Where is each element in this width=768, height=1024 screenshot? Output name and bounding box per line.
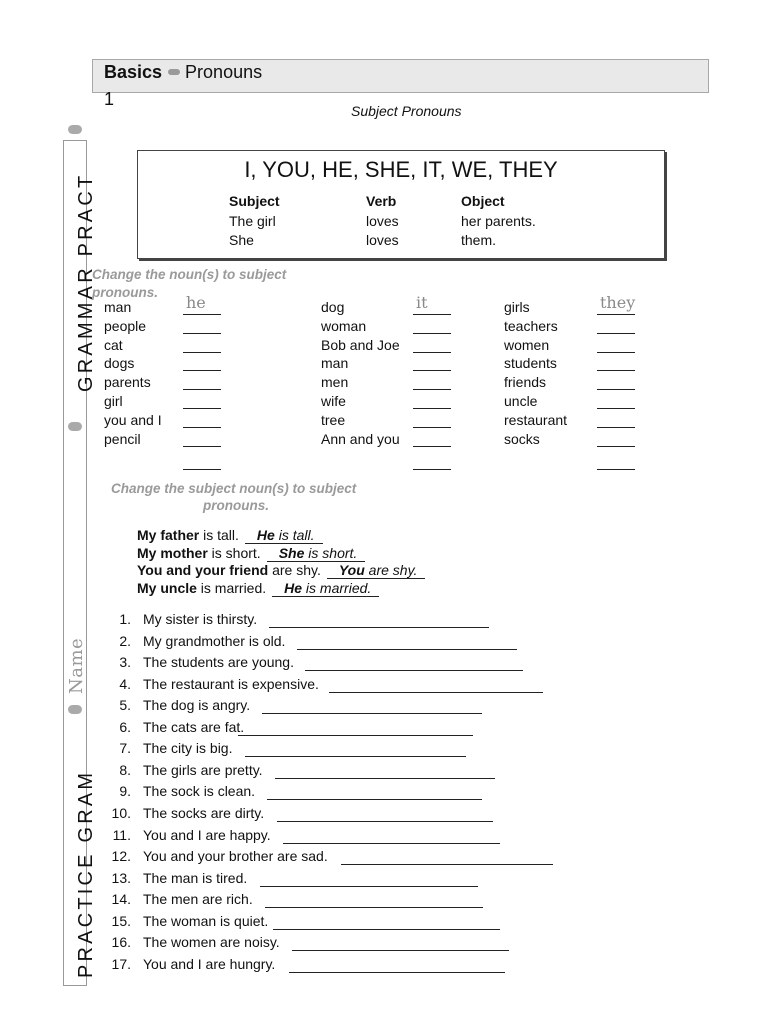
example-subject: My uncle <box>137 579 197 596</box>
word-2: men <box>321 374 349 391</box>
answer-line[interactable] <box>262 713 482 714</box>
answer-blank[interactable] <box>183 389 221 390</box>
answer-line[interactable] <box>265 907 483 908</box>
item-sentence: The men are rich. <box>143 891 253 908</box>
item-sentence: The cats are fat. <box>143 718 245 735</box>
example-answer-rest: is married. <box>302 579 372 596</box>
answer-blank[interactable] <box>597 370 635 371</box>
answer-blank[interactable] <box>183 352 221 353</box>
example-answer <box>267 545 366 562</box>
word-3: socks <box>504 430 540 447</box>
example-answer-rest: is short. <box>304 544 358 561</box>
item-number: 17. <box>111 955 131 972</box>
item-sentence: The city is big. <box>143 740 233 757</box>
instruction-1-line2: pronouns. <box>92 285 158 300</box>
word-2: Ann and you <box>321 430 400 447</box>
answer-line[interactable] <box>292 950 509 951</box>
item-sentence: The restaurant is expensive. <box>143 675 319 692</box>
answer-blank[interactable] <box>597 469 635 470</box>
word-2: dog <box>321 299 345 315</box>
item-number: 12. <box>111 848 131 865</box>
word-3: uncle <box>504 393 538 409</box>
word-1: pencil <box>104 430 141 447</box>
table-cell: The girl <box>229 213 276 229</box>
item-sentence: The women are noisy. <box>143 934 280 951</box>
answer-blank[interactable] <box>413 469 451 470</box>
example-rest: are shy. <box>268 562 321 578</box>
answer-line[interactable] <box>341 864 553 865</box>
item-number: 2. <box>119 632 131 649</box>
item-number: 16. <box>111 934 131 951</box>
answer-blank[interactable] <box>597 427 635 428</box>
item-number: 1. <box>119 611 131 627</box>
example-answer <box>327 562 426 579</box>
item-number: 6. <box>119 718 131 735</box>
instruction-2-line1: Change the subject noun(s) to subject <box>111 481 357 496</box>
item-number: 15. <box>111 912 131 929</box>
item-sentence: The students are young. <box>143 654 294 671</box>
sample-answer: he <box>186 293 206 312</box>
answer-blank[interactable] <box>183 408 221 409</box>
item-number: 10. <box>111 804 131 821</box>
answer-line[interactable] <box>329 692 543 693</box>
example-answer-pronoun: He <box>256 527 275 543</box>
answer-line[interactable] <box>289 972 505 973</box>
page-title <box>104 62 262 83</box>
answer-line[interactable] <box>245 756 466 757</box>
answer-blank[interactable] <box>413 333 451 334</box>
answer-line[interactable] <box>297 649 517 650</box>
table-cell: loves <box>366 213 399 229</box>
word-3: students <box>504 355 557 372</box>
word-3: restaurant <box>504 411 568 428</box>
word-1: girl <box>104 393 123 409</box>
answer-blank[interactable] <box>183 446 221 447</box>
answer-blank[interactable] <box>183 427 221 428</box>
word-2: wife <box>321 393 346 409</box>
item-number: 5. <box>119 697 131 714</box>
example-answer-pronoun: You <box>338 562 365 578</box>
word-3: girls <box>504 299 530 315</box>
answer-blank[interactable] <box>597 314 635 315</box>
header-topic: Pronouns <box>185 62 263 82</box>
header-object: Object <box>461 193 505 209</box>
example-subject: My father <box>137 527 200 543</box>
example-subject: You and your friend <box>137 562 269 578</box>
sample-answer: they <box>600 293 636 312</box>
word-1: dogs <box>104 355 135 372</box>
answer-line[interactable] <box>273 929 500 930</box>
header-subject: Subject <box>229 193 280 209</box>
word-1: cat <box>104 336 123 353</box>
answer-blank[interactable] <box>597 408 635 409</box>
answer-line[interactable] <box>260 886 478 887</box>
answer-blank[interactable] <box>183 469 221 470</box>
example-rest: is short. <box>207 544 261 561</box>
table-cell: her parents. <box>461 213 536 229</box>
example-answer-pronoun: He <box>284 579 303 596</box>
example-subject: My mother <box>137 544 208 561</box>
answer-blank[interactable] <box>597 446 635 447</box>
word-3: women <box>504 336 550 353</box>
page-subtitle: Subject Pronouns <box>351 103 462 119</box>
item-sentence: The socks are dirty. <box>143 804 265 821</box>
answer-blank[interactable] <box>183 333 221 334</box>
item-number: 4. <box>119 675 131 692</box>
pronoun-list-title: I, YOU, HE, SHE, IT, WE, THEY <box>244 157 558 182</box>
example-line <box>137 527 323 544</box>
answer-blank[interactable] <box>413 427 451 428</box>
answer-blank[interactable] <box>413 389 451 390</box>
item-number: 7. <box>119 740 131 757</box>
side-dot-icon <box>68 125 82 134</box>
answer-blank[interactable] <box>413 314 451 315</box>
sample-answer: it <box>416 293 428 312</box>
lesson-number: 1 <box>104 89 115 109</box>
answer-blank[interactable] <box>183 314 221 315</box>
item-sentence: The dog is angry. <box>143 697 251 714</box>
table-cell: them. <box>461 232 497 248</box>
answer-line[interactable] <box>267 799 482 800</box>
bullet-icon <box>168 69 180 75</box>
table-cell: loves <box>366 232 399 248</box>
answer-blank[interactable] <box>413 370 451 371</box>
example-rest: is married. <box>196 579 267 596</box>
item-sentence: My grandmother is old. <box>143 632 286 649</box>
example-answer-rest: are shy. <box>364 562 418 578</box>
answer-line[interactable] <box>275 778 495 779</box>
instruction-2-line2: pronouns. <box>203 498 269 513</box>
example-answer-pronoun: She <box>278 544 305 561</box>
item-sentence: The woman is quiet. <box>143 912 269 929</box>
word-2: man <box>321 355 349 372</box>
word-1: man <box>104 299 132 315</box>
word-1: people <box>104 317 147 334</box>
item-sentence: You and I are hungry. <box>143 955 276 972</box>
name-label: Name <box>66 637 87 694</box>
answer-line[interactable] <box>269 627 489 628</box>
answer-line[interactable] <box>305 670 523 671</box>
word-2: tree <box>321 411 346 428</box>
answer-blank[interactable] <box>597 352 635 353</box>
answer-blank[interactable] <box>413 352 451 353</box>
answer-blank[interactable] <box>597 389 635 390</box>
example-answer <box>245 527 323 544</box>
item-sentence: You and your brother are sad. <box>143 848 328 865</box>
instruction-1-line1: Change the noun(s) to subject <box>92 267 287 282</box>
header-verb: Verb <box>366 193 397 209</box>
side-dot-icon <box>68 422 82 431</box>
word-2: Bob and Joe <box>321 336 400 353</box>
item-sentence: The sock is clean. <box>143 783 256 800</box>
answer-blank[interactable] <box>597 333 635 334</box>
side-dot-icon <box>68 705 82 714</box>
item-sentence: You and I are happy. <box>143 826 271 843</box>
item-sentence: The girls are pretty. <box>143 761 263 778</box>
word-2: woman <box>321 317 367 334</box>
table-cell: She <box>229 232 254 248</box>
word-3: friends <box>504 374 547 391</box>
answer-blank[interactable] <box>413 446 451 447</box>
item-number: 13. <box>111 869 131 886</box>
item-number: 8. <box>119 761 131 778</box>
item-number: 9. <box>119 783 131 800</box>
word-3: teachers <box>504 317 558 334</box>
word-1: parents <box>104 374 151 391</box>
header-category: Basics <box>104 62 163 82</box>
example-line <box>137 545 365 562</box>
answer-line[interactable] <box>283 843 500 844</box>
example-rest: is tall. <box>199 527 239 543</box>
answer-line[interactable] <box>238 735 473 736</box>
example-answer <box>272 580 379 597</box>
item-number: 14. <box>111 891 131 908</box>
side-text-bottom: PRACTICE GRAM <box>75 769 97 978</box>
example-line <box>137 562 425 579</box>
answer-blank[interactable] <box>183 370 221 371</box>
item-number: 11. <box>112 826 131 843</box>
item-sentence: The man is tired. <box>143 869 248 886</box>
item-sentence: My sister is thirsty. <box>143 611 258 627</box>
answer-blank[interactable] <box>413 408 451 409</box>
example-line <box>137 580 379 597</box>
example-answer-rest: is tall. <box>274 527 315 543</box>
answer-line[interactable] <box>277 821 493 822</box>
side-text-top: GRAMMAR PRACT <box>75 172 97 392</box>
item-number: 3. <box>119 654 131 671</box>
word-1: you and I <box>104 411 162 428</box>
